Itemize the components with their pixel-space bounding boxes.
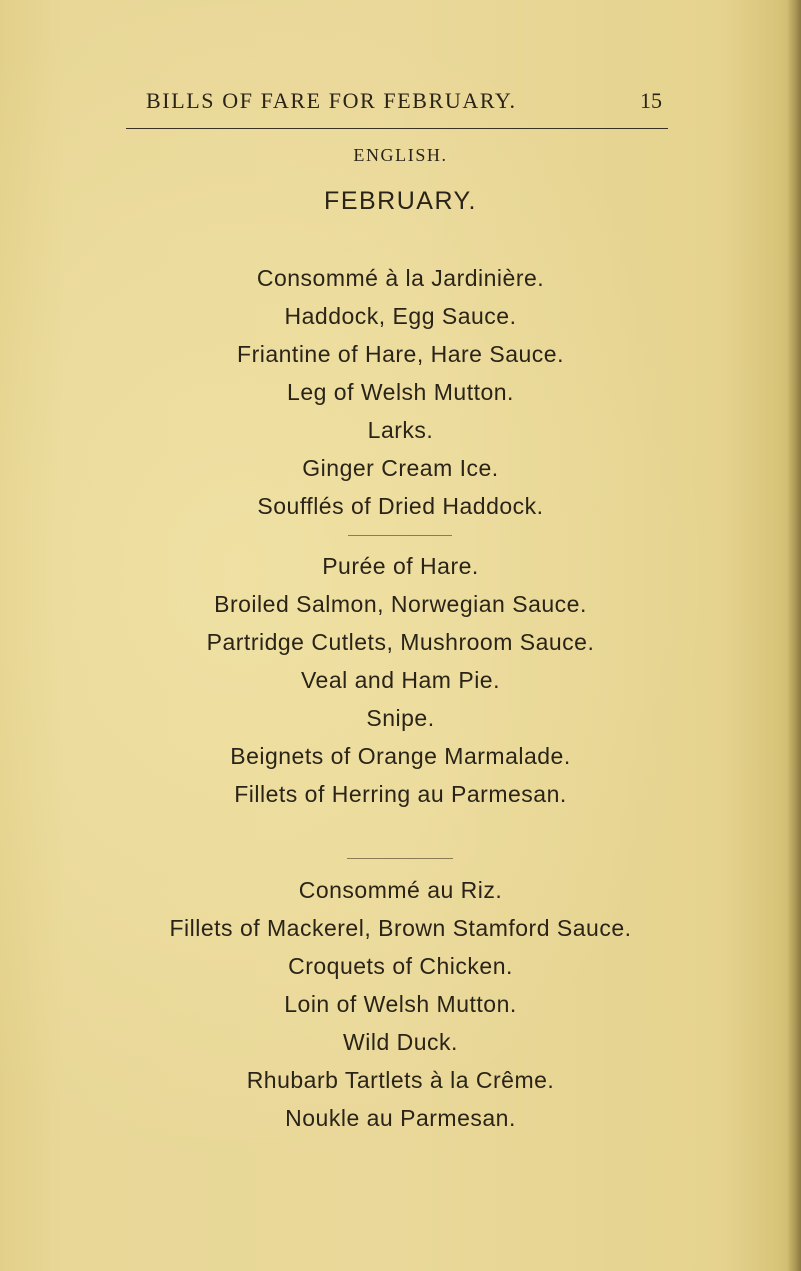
menu-divider (348, 535, 452, 536)
menu-item: Wild Duck. (343, 1029, 458, 1055)
header-rule (126, 128, 668, 129)
menu-item: Leg of Welsh Mutton. (287, 379, 514, 405)
menu-item: Noukle au Parmesan. (285, 1105, 516, 1131)
bill-of-fare-3 (0, 871, 801, 1137)
menu-item: Haddock, Egg Sauce. (284, 303, 517, 329)
menu-item: Larks. (367, 417, 434, 443)
running-head (0, 88, 801, 118)
menu-item: Fillets of Herring au Parmesan. (234, 781, 567, 807)
bill-of-fare-2 (0, 547, 801, 813)
menu-item: Ginger Cream Ice. (302, 455, 499, 481)
menu-item: Beignets of Orange Marmalade. (230, 743, 571, 769)
menu-item: Purée of Hare. (322, 553, 479, 579)
menu-divider (347, 858, 453, 859)
menu-item: Rhubarb Tartlets à la Crême. (246, 1067, 555, 1093)
menu-item: Partridge Cutlets, Mushroom Sauce. (206, 629, 595, 655)
page-number: 15 (640, 88, 662, 113)
bill-of-fare-1 (0, 259, 801, 525)
menu-item: Friantine of Hare, Hare Sauce. (237, 341, 564, 367)
menu-item: Veal and Ham Pie. (300, 667, 500, 693)
menu-item: Snipe. (366, 705, 435, 731)
menu-item: Croquets of Chicken. (288, 953, 513, 979)
menu-item: Broiled Salmon, Norwegian Sauce. (214, 591, 587, 617)
menu-item: Consommé à la Jardinière. (256, 265, 545, 291)
section-label: ENGLISH. (353, 145, 448, 165)
month-heading: FEBRUARY. (324, 187, 477, 215)
menu-item: Fillets of Mackerel, Brown Stamford Sauce. (169, 915, 632, 941)
menu-item: Soufflés of Dried Haddock. (257, 493, 544, 519)
menu-item: Loin of Welsh Mutton. (284, 991, 517, 1017)
running-head-title: BILLS OF FARE FOR FEBRUARY. (146, 88, 517, 113)
menu-item: Consommé au Riz. (298, 877, 503, 903)
